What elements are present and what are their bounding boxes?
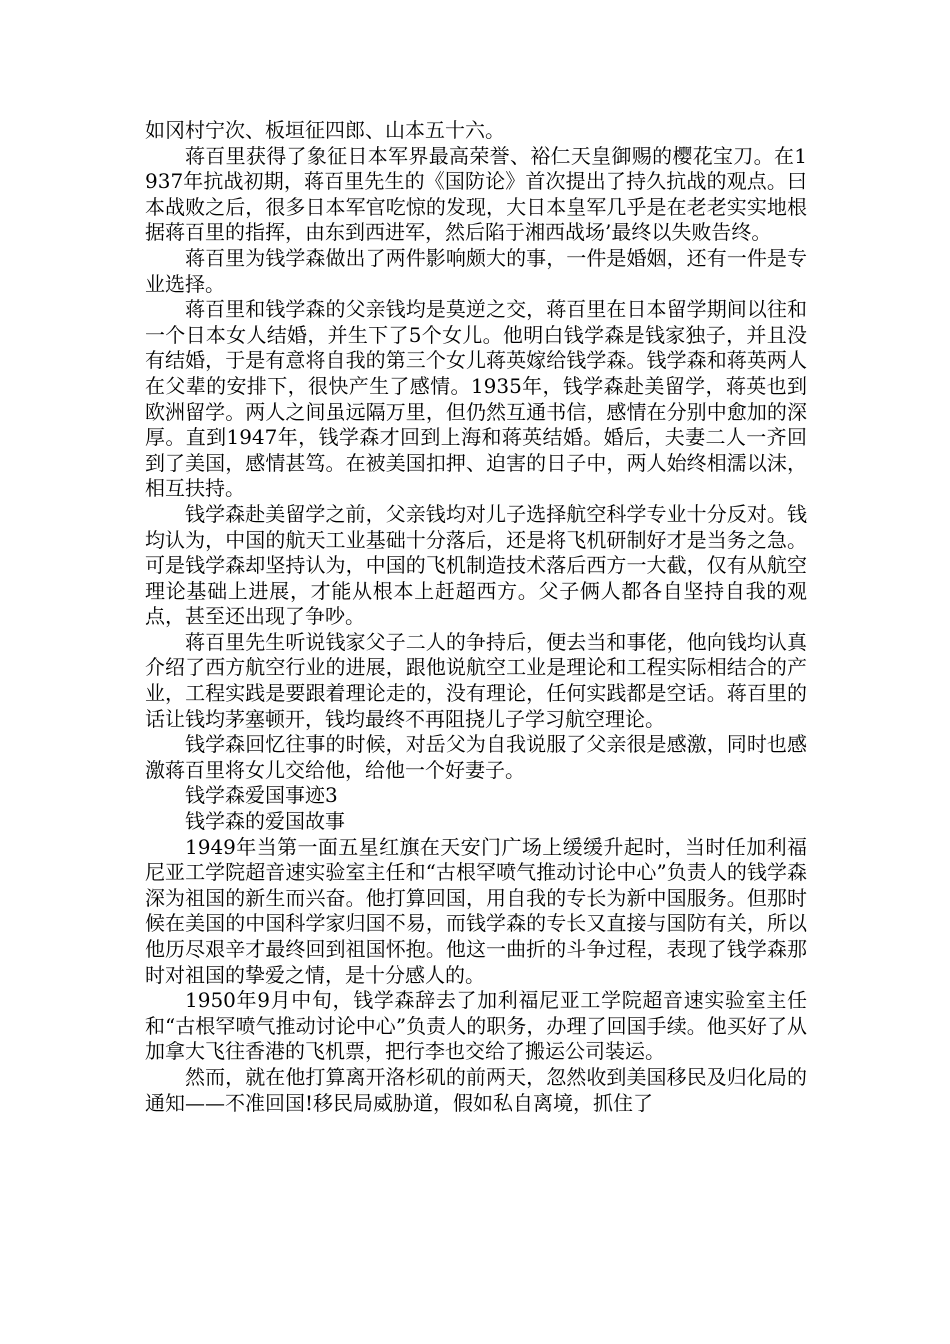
paragraph-5: 钱学森赴美留学之前，父亲钱均对儿子选择航空科学专业十分反对。钱均认为，中国的航天工业基础十分落后，还是将飞机研制好才是当务之急。可是钱学森却坚持认为，中国的飞机制造技术落后西方一大截，仅有从航空理论基础上进展，才能从根本上赶超西方。父子俩人都各自坚持自我的观点，甚至还出现了争吵。 — [145, 501, 807, 629]
paragraph-2: 蒋百里获得了象征日本军界最高荣誉、裕仁天皇御赐的樱花宝刀。在1937年抗战初期，蒋百里先生的《国防论》首次提出了持久抗战的观点。曰本战败之后，很多日本军官吃惊的发现，大日本皇军几乎是在老老实实地根据蒋百里的指挥，由东到西进军，然后陷于湘西战场’最终以失败告终。 — [145, 143, 807, 245]
paragraph-4: 蒋百里和钱学森的父亲钱均是莫逆之交，蒋百里在日本留学期间以往和一个日本女人结婚，并生下了5个女儿。他明白钱学森是钱家独子，并且没有结婚，于是有意将自我的第三个女儿蒋英嫁给钱学森。钱学森和蒋英两人在父辈的安排下，很快产生了感情。1935年，钱学森赴美留学，蒋英也到欧洲留学。两人之间虽远隔万里，但仍然互通书信，感情在分别中愈加的深厚。直到1947年，钱学森才回到上海和蒋英结婚。婚后，夫妻二人一齐回到了美国，感情甚笃。在被美国扣押、迫害的日子中，两人始终相濡以沫，相互扶持。 — [145, 297, 807, 501]
paragraph-7: 钱学森回忆往事的时候，对岳父为自我说服了父亲很是感激，同时也感激蒋百里将女儿交给他，给他一个好妻子。 — [145, 732, 807, 782]
paragraph-10: 然而，就在他打算离开洛杉矶的前两天，忽然收到美国移民及归化局的通知——不准回国!移民局威胁道，假如私自离境，抓住了 — [145, 1064, 807, 1115]
paragraph-6: 蒋百里先生听说钱家父子二人的争持后，便去当和事佬，他向钱均认真介绍了西方航空行业的进展，跟他说航空工业是理论和工程实际相结合的产业，工程实践是要跟着理论走的，没有理论，任何实践都是空话。蒋百里的话让钱均茅塞顿开，钱均最终不再阻挠儿子学习航空理论。 — [145, 629, 807, 731]
paragraph-1: 如冈村宁次、板垣征四郎、山本五十六。 — [145, 118, 505, 142]
section-heading-1: 钱学森爱国事迹3 — [185, 783, 338, 808]
paragraph-3: 蒋百里为钱学森做出了两件影响颇大的事，一件是婚姻，还有一件是专业选择。 — [145, 245, 807, 296]
paragraph-8: 1949年当第一面五星红旗在天安门广场上缓缓升起时，当时任加利福尼亚工学院超音速实验室主任和“古根罕喷气推动讨论中心”负责人的钱学森深为祖国的新生而兴奋。他打算回国，用自我的专长为新中国服务。但那时候在美国的中国科学家归国不易，而钱学森的专长又直接与国防有关，所以他历尽艰辛才最终回到祖国怀抱。他这一曲折的斗争过程，表现了钱学森那时对祖国的挚爱之情，是十分感人的。 — [145, 834, 807, 987]
section-heading-2: 钱学森的爱国故事 — [185, 809, 345, 834]
document-page — [145, 118, 807, 1116]
paragraph-9: 1950年9月中旬，钱学森辞去了加利福尼亚工学院超音速实验室主任和“古根罕喷气推动讨论中心”负责人的职务，办理了回国手续。他买好了从加拿大飞往香港的飞机票，把行李也交给了搬运公司装运。 — [145, 988, 807, 1064]
